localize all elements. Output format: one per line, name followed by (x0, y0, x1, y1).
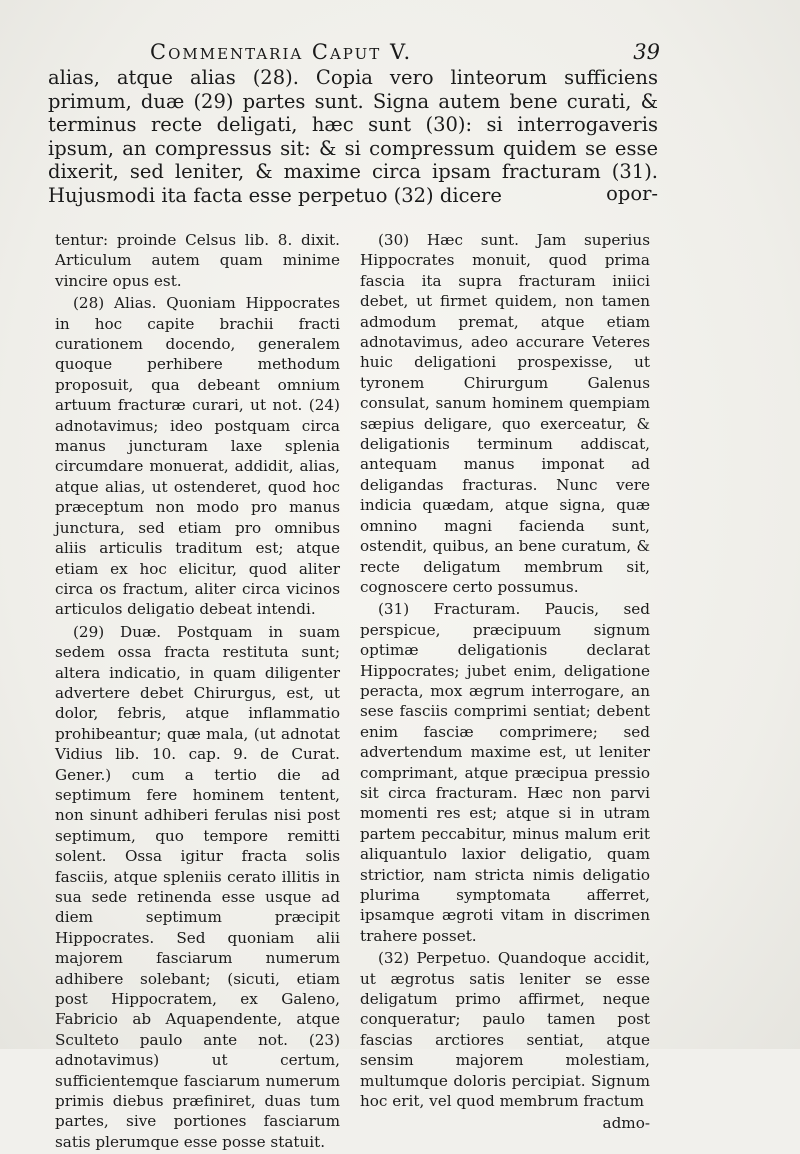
hippocrates-text-block (48, 66, 658, 207)
page-number: 39 (633, 40, 660, 64)
left-paragraph: (29) Duæ. Postquam in suam sedem ossa fracta restituta sunt; altera indicatio, in quam diligenter advertere debet Chirurgus, est, ut dolor, febris, atque inflammatio prohibeantur; quæ mala, (ut adnotat Vidius lib. 10. cap. 9. de Curat. Gener.) cum a tertio die ad septimum fere hominem tentent, non sinunt adhiberi ferulas nisi post septimum, quo tempore remitti solent. Ossa igitur fracta solis fasciis, atque spleniis cerato illitis in sua sede retinenda esse usque ad diem septimum præcipit Hippocrates. Sed quoniam alii majorem fasciarum numerum adhibere solebant; (sicuti, etiam post Hippocratem, ex Galeno, Fabricio ab Aquapendente, atque Sculteto paulo ante not. (23) adnotavimus) ut certum, sufficientemque fasciarum numerum primis diebus præfiniret, duas tum partes, sive portiones fasciarum satis plerumque esse posse statuit. (55, 622, 340, 1151)
right-catchword: admo- (602, 1114, 650, 1133)
top-paragraph: alias, atque alias (28). Copia vero linteorum sufficiens primum, duæ (29) partes sunt. Signa autem bene curati, & terminus recte deligati, hæc sunt (30): si interrogaveris ipsum, an compressus sit: & si compressum quidem se esse dixerit, sed leniter, & maxime circa ipsam fracturam (31). Hujusmodi ita facta esse perpetuo (32) dicere (48, 66, 658, 207)
running-header (150, 40, 660, 64)
running-title: Commentaria Caput V. (150, 40, 413, 64)
left-paragraph: tentur: proinde Celsus lib. 8. dixit. Articulum autem quam minime vincire opus est. (55, 231, 340, 290)
right-paragraph: (31) Fracturam. Paucis, sed perspicue, præcipuum signum optimæ deligationis declarat Hippocrates; jubet enim, deligatione peracta, mox ægrum interrogare, an sese fasciis comprimi sentiat; debent enim fasciæ comprimere; sed advertendum maxime est, ut leniter comprimant, atque præcipua pressio sit circa fracturam. Hæc non parvi momenti res est; atque si in utram partem peccabitur, minus malum erit aliquantulo laxior deligatio, quam strictior, nam stricta nimis deligatio plurima symptomata afferret, ipsamque ægroti vitam in discrimen trahere posset. (360, 600, 650, 945)
right-commentary-column (360, 230, 650, 1134)
right-paragraph: (32) Perpetuo. Quandoque accidit, ut ægrotus satis leniter se esse deligatum primo affirmet, neque conqueratur; paulo tamen post fascias arctiores sentiat, atque sensim majorem molestiam, multumque doloris percipiat. Signum hoc erit, vel quod membrum fractum (360, 949, 650, 1111)
left-commentary-column (55, 230, 340, 1154)
catchword: opor- (606, 182, 658, 205)
right-paragraph: (30) Hæc sunt. Jam superius Hippocrates monuit, quod prima fascia ita supra fracturam iniici debet, ut firmet quidem, non tamen admodum premat, atque etiam adnotavimus, adeo accurare Veteres huic deligationi prospexisse, ut tyronem Chirurgum Galenus consulat, sanum hominem quempiam sæpius deligare, quo exerceatur, & deligationis terminum addiscat, antequam manus imponat ad deligandas fracturas. Nunc vere indicia quædam, atque signa, quæ omnino magni facienda sunt, ostendit, quibus, an bene curatum, & recte deligatum membrum sit, cognoscere certo possumus. (360, 231, 650, 596)
left-paragraph: (28) Alias. Quoniam Hippocrates in hoc capite brachii fracti curationem docendo, generalem quoque perhibere methodum proposuit, qua debeant omnium artuum fracturæ curari, ut not. (24) adnotavimus; ideo postquam circa manus juncturam laxe splenia circumdare monuerat, addidit, alias, atque alias, ut ostenderet, quod hoc præceptum non modo pro manus junctura, sed etiam pro omnibus aliis articulis traditum est; atque etiam ex hoc elicitur, quod aliter circa os fractum, aliter circa vicinos articulos deligatio debeat intendi. (55, 294, 340, 619)
